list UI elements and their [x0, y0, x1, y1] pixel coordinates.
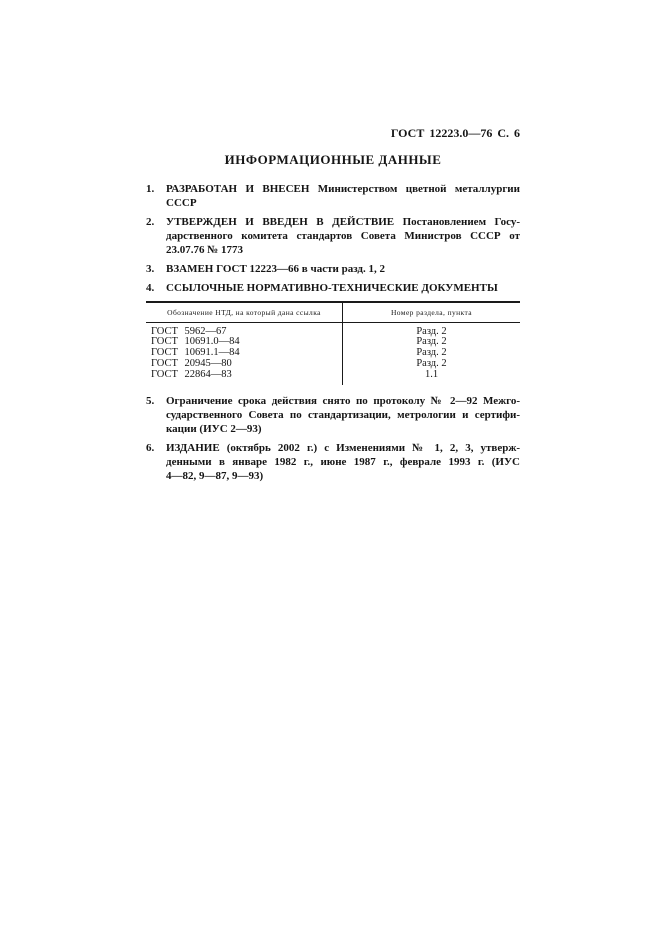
list-item-2 — [146, 215, 520, 257]
references-table — [146, 301, 520, 385]
ntd-reference-cell: ГОСТ 10691.0—84 — [146, 337, 343, 348]
page-title: ИНФОРМАЦИОННЫЕ ДАННЫЕ — [224, 152, 442, 167]
item-number: 2. — [146, 216, 155, 228]
item-number: 6. — [146, 442, 155, 455]
gost-page-reference: ГОСТ 12223.0—76 С. 6 — [390, 126, 520, 140]
section-number-cell: Разд. 2 — [416, 325, 447, 337]
page-content — [146, 0, 520, 488]
list-item-3 — [146, 262, 520, 276]
item-line: РАЗРАБОТАН И ВНЕСЕН Министерством цветной металлургии — [166, 183, 520, 195]
item-line: дарственного комитета стандартов Совета Министров СССР от — [166, 230, 520, 242]
section-number-cell: Разд. 2 — [416, 357, 447, 369]
item-line: Ограничение срока действия снято по протоколу № 2—92 Межго- — [166, 395, 520, 408]
item-line: 23.07.76 № 1773 — [166, 244, 244, 256]
references-table-header — [146, 302, 520, 322]
ntd-reference-cell: ГОСТ 22864—83 — [146, 370, 343, 386]
item-number: 4. — [146, 282, 155, 294]
section-number-cell: 1.1 — [424, 368, 439, 380]
item-text — [166, 394, 520, 436]
item-text — [166, 215, 520, 257]
item-number: 1. — [146, 183, 155, 195]
ntd-reference-cell: ГОСТ 20945—80 — [146, 359, 343, 370]
item-text — [166, 281, 520, 295]
item-text — [166, 262, 520, 276]
table-header-ntd-designation: Обозначение НТД, на который дана ссылка — [146, 302, 343, 322]
ntd-reference-cell: ГОСТ 5962—67 — [146, 322, 343, 337]
table-header-row — [146, 302, 520, 322]
list-item-4 — [146, 281, 520, 295]
table-row — [146, 370, 520, 386]
list-item-1 — [146, 182, 520, 210]
section-number-cell: Разд. 2 — [416, 336, 447, 348]
item-line: 4—82, 9—87, 9—93) — [166, 470, 264, 483]
references-table-body — [146, 322, 520, 385]
item-number: 3. — [146, 263, 155, 275]
item-line: ИЗДАНИЕ (октябрь 2002 г.) с Изменениями № 1, 2, 3, утверж- — [166, 442, 520, 455]
info-list — [146, 182, 520, 483]
item-text — [166, 182, 520, 210]
ntd-reference-cell: ГОСТ 10691.1—84 — [146, 348, 343, 359]
item-line: денными в январе 1982 г., июне 1987 г., феврале 1993 г. (ИУС — [166, 456, 520, 469]
table-row — [146, 322, 520, 337]
list-item-6 — [146, 441, 520, 483]
item-line: ВЗАМЕН ГОСТ 12223—66 в части разд. 1, 2 — [166, 263, 385, 275]
item-line: сударственного Совета по стандартизации, метрологии и сертифи- — [166, 409, 520, 422]
item-line: УТВЕРЖДЕН И ВВЕДЕН В ДЕЙСТВИЕ Постановлением Госу- — [166, 216, 520, 228]
item-line: СССР — [166, 197, 197, 209]
table-header-section-number: Номер раздела, пункта — [343, 302, 521, 322]
section-number-cell: Разд. 2 — [416, 347, 447, 359]
list-item-5 — [146, 394, 520, 436]
item-text — [166, 441, 520, 483]
item-line: ССЫЛОЧНЫЕ НОРМАТИВНО-ТЕХНИЧЕСКИЕ ДОКУМЕНТЫ — [166, 282, 498, 294]
item-line: кации (ИУС 2—93) — [166, 423, 262, 436]
item-number: 5. — [146, 395, 155, 408]
